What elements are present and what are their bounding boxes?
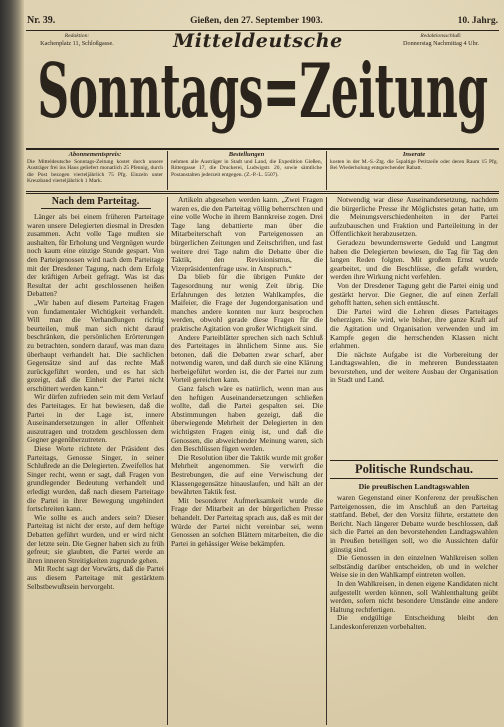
column-divider [167, 197, 168, 725]
column-divider [326, 197, 327, 725]
masthead-rule [26, 148, 499, 150]
editorial-deadline-text: Donnerstag Nachmittag 4 Uhr. [403, 40, 479, 48]
section-heading: Politische Rundschau. [330, 460, 498, 479]
editorial-address-text: Kachenplatz 11, Schloßgasse. [40, 40, 114, 48]
masthead-subtitle: Mitteldeutsche [173, 30, 343, 52]
article-paragraph: Artikeln abgesehen werden kann. „Zwei Fragen waren es, die den Parteitag völlig beherrschten und eine volle Woche in ihrem Bannkreise zogen. Drei Tage lang debattierte man über die Mitarbeiterschaft von Parteigenossen an bürgerlichen Zeitungen und Zeitschriften, und fast weitere drei Tage nahm die Debatte über die Taktik, den Revisionismus, die Vizepräsidentenfrage usw. in Anspruch.“ [171, 196, 323, 273]
orders-text: nehmen alle Austräger in Stadt und Land, die Expedition Gießen, Rittergasse 17, die Druckerei, Ludwigstr. 20, sowie sämtliche Postanstalten jederzeit entgegen. (Z.-P.-L. 5507). [171, 159, 322, 178]
issue-number: Nr. 39. [27, 15, 56, 26]
subscription-price-box [27, 151, 163, 190]
article-paragraph: Die endgültige Entscheidung bleibt den Landeskonferenzen vorbehalten. [330, 613, 498, 631]
issue-volume: 10. Jahrg. [457, 16, 498, 26]
article-paragraph: Länger als bei einem früheren Parteitage waren unsere Delegierten diesmal in Dresden zusammen. Acht volle Tage mußten sie aushalten, für Erholung und Vergnügen wurde noch kaum eine einzige Stunde gespart. Von den Parteigenossen wird nach dem Parteitage mit der Dresdener Tagung, nach dem Erfolg der kräftigen Arbeit gefragt. Was ist das Resultat der acht geschlossenen heißen Debatten? [27, 212, 164, 299]
issue-line [27, 15, 498, 29]
info-rule-upper [26, 191, 499, 192]
info-divider [326, 151, 327, 190]
article-paragraph: Andere Parteiblätter sprechen sich nach Schluß des Parteitages in ähnlichem Sinne aus. Sie betonen, daß die Debatten zwar scharf, aber notwendig waren, und daß durch sie eine Klärung herbeigeführt worden ist, die der Partei nur zum Vorteil gereichen kann. [171, 332, 323, 385]
article-paragraph: Wir dürfen zufrieden sein mit dem Verlauf des Parteitages. Er hat bewiesen, daß die Partei in der Lage ist, innere Auseinandersetzungen in aller Offenheit auszutragen und trotzdem geschlossen dem Gegner gegenüberzutreten. [27, 392, 164, 445]
orders-heading: Bestellungen [228, 151, 265, 158]
article-paragraph: Mit Recht sagt der Vorwärts, daß die Partei aus diesem Parteitage mit gestärktem Selbstbewußtsein hervorgeht. [27, 564, 164, 591]
advertisements-text: kosten in der M.-S.-Ztg. die 5spaltige Petitzeile oder deren Raum 15 Pfg. Bei Wiederholung entsprechender Rabatt. [330, 159, 498, 172]
article-paragraph: Von der Dresdener Tagung geht die Partei einig und gestärkt hervor. Die Gegner, die auf einen Zerfall gehofft hatten, sehen sich enttäuscht. [330, 280, 498, 308]
article-paragraph: waren Gegenstand einer Konferenz der preußischen Parteigenossen, die im Anschluß an den Parteitag stattfand. Bebel, der den Vorsitz führte, erstattete den Bericht. Nach längerer Debatte wurde beschlossen, daß sich die Partei an den bevorstehenden Landtagswahlen in Preußen beteiligen soll, wo die Aussichten dafür günstig sind. [330, 493, 498, 554]
article-paragraph: Diese Worte richtete der Präsident des Parteitags, Genosse Singer, in seiner Schlußrede an die Delegierten. Zweifellos hat Singer recht, wenn er sagt, daß Fragen von grundlegender Bedeutung verhandelt und erledigt wurden, daß nach diesem Parteitage die Partei in ihrer Bewegung ungehindert fortschreiten kann. [27, 444, 164, 514]
article-paragraph: Die Resolution über die Taktik wurde mit großer Mehrheit angenommen. Sie verwirft die Bestrebungen, die auf eine Verwischung der Klassengegensätze hinauslaufen, und hält an der bewährten Taktik fest. [171, 452, 323, 497]
article-paragraph: Mit besonderer Aufmerksamkeit wurde die Frage der Mitarbeit an der bürgerlichen Presse behandelt. Der Parteitag sprach aus, daß es mit der Würde der Partei nicht vereinbar sei, wenn Genossen an solchen Blättern mitarbeiten, die die Partei in gehässiger Weise bekämpfen. [171, 495, 323, 548]
editorial-deadline-box [384, 33, 498, 48]
article-paragraph: In den Wahlkreisen, in denen eigene Kandidaten nicht aufgestellt werden können, soll Wahlenthaltung geübt werden, sofern nicht besondere Umstände eine andere Haltung rechtfertigen. [330, 578, 498, 614]
issue-place-date: Gießen, den 27. September 1903. [190, 16, 323, 26]
editorial-address-label: Redaktion: [64, 33, 90, 39]
article-paragraph: „Wir haben auf diesem Parteitag Fragen von fundamentaler Wichtigkeit verhandelt. Will man die Verhandlungen richtig beurteilen, muß man sich nicht darauf beschränken, die persönlichen Erörterungen zu betrachten, sondern darauf, was man dazu überhaupt verhandelt hat. Die sachlichen Gegensätze sind auf das rechte Maß zurückgeführt worden, und es hat sich gezeigt, daß die Einheit der Partei nicht erschüttert werden kann.“ [27, 297, 164, 393]
article-paragraph: Geradezu bewundernswerte Geduld und Langmut haben die Delegierten bewiesen, die Tag für Tag den langen Reden folgten. Mit großem Ernst wurde gearbeitet, und die Beschlüsse, die gefaßt wurden, werden ihre Wirkung nicht verfehlen. [330, 237, 498, 282]
orders-box [171, 151, 322, 190]
column-1 [27, 196, 164, 725]
article-paragraph: Die nächste Aufgabe ist die Vorbereitung der Landtagswahlen, die in mehreren Bundesstaaten bevorstehen, und der weitere Ausbau der Organisation in Stadt und Land. [330, 349, 498, 385]
column-2 [171, 196, 323, 725]
info-rule-lower [26, 193, 499, 194]
editorial-deadline-label: Redaktionsschluß: [420, 33, 462, 39]
article-paragraph: Wie sollte es auch anders sein? Dieser Parteitag ist nicht der erste, auf dem heftige Debatten geführt wurden, und er wird nicht der letzte sein. Die Gegner haben sich zu früh gefreut; sie glaubten, die Partei werde an ihren inneren Streitigkeiten zugrunde gehen. [27, 512, 164, 565]
page-binding-shadow [0, 0, 24, 727]
column-3 [330, 196, 498, 725]
subscription-price-text: Die Mitteldeutsche Sonntags-Zeitung kostet durch unsere Austräger frei ins Haus geliefert monatlich 25 Pfennig, durch die Post bezogen vierteljährlich 75 Pfg. Einzeln unter Kreuzband vierteljährlich 1 Mark. [27, 159, 163, 184]
article-paragraph: Notwendig war diese Auseinandersetzung, nachdem die bürgerliche Presse ihr Möglichstes getan hatte, um die Meinungsverschiedenheiten in der Partei aufzubauschen und Fraktion und Parteileitung in der Öffentlichkeit herabzusetzen. [330, 196, 498, 239]
article-paragraph: Die Partei wird die Lehren dieses Parteitages beherzigen. Sie wird, wie bisher, ihre ganze Kraft auf die Agitation und Organisation verwenden und im Kampfe gegen die herrschenden Klassen nicht erlahmen. [330, 306, 498, 351]
editorial-address-box [27, 33, 127, 48]
advertisements-box [330, 151, 498, 190]
advertisements-heading: Inserate [402, 151, 426, 158]
article-paragraph: Die Genossen in den einzelnen Wahlkreisen sollen selbständig darüber entscheiden, ob und in welcher Weise sie in den Wahlkampf eintreten wollen. [330, 553, 498, 580]
article-title: Nach dem Parteitag. [41, 196, 151, 209]
article-paragraph: Ganz falsch wäre es natürlich, wenn man aus den heftigen Auseinandersetzungen schließen wollte, daß die Partei gespalten sei. Die Abstimmungen haben gezeigt, daß die überwiegende Mehrheit der Delegierten in den wichtigsten Fragen einig ist, und daß die Genossen, die abweichender Meinung waren, sich den Beschlüssen fügen werden. [171, 384, 323, 454]
subscription-price-heading: Abonnementspreis: [68, 151, 122, 158]
masthead-title: Sonntags=Zeitung [37, 49, 488, 136]
info-divider [167, 151, 168, 190]
article-continuation [330, 196, 498, 458]
section-subheading: Die preußischen Landtagswahlen [358, 482, 470, 491]
article-paragraph: Da blieb für die übrigen Punkte der Tagesordnung nur wenig Zeit übrig. Die Erfahrungen des letzten Wahlkampfes, die Maifeier, die Frage der Jugendorganisation und manches andere konnten nur kurz besprochen werden, obwohl gerade diese Fragen für die praktische Agitation von großer Wichtigkeit sind. [171, 272, 323, 333]
